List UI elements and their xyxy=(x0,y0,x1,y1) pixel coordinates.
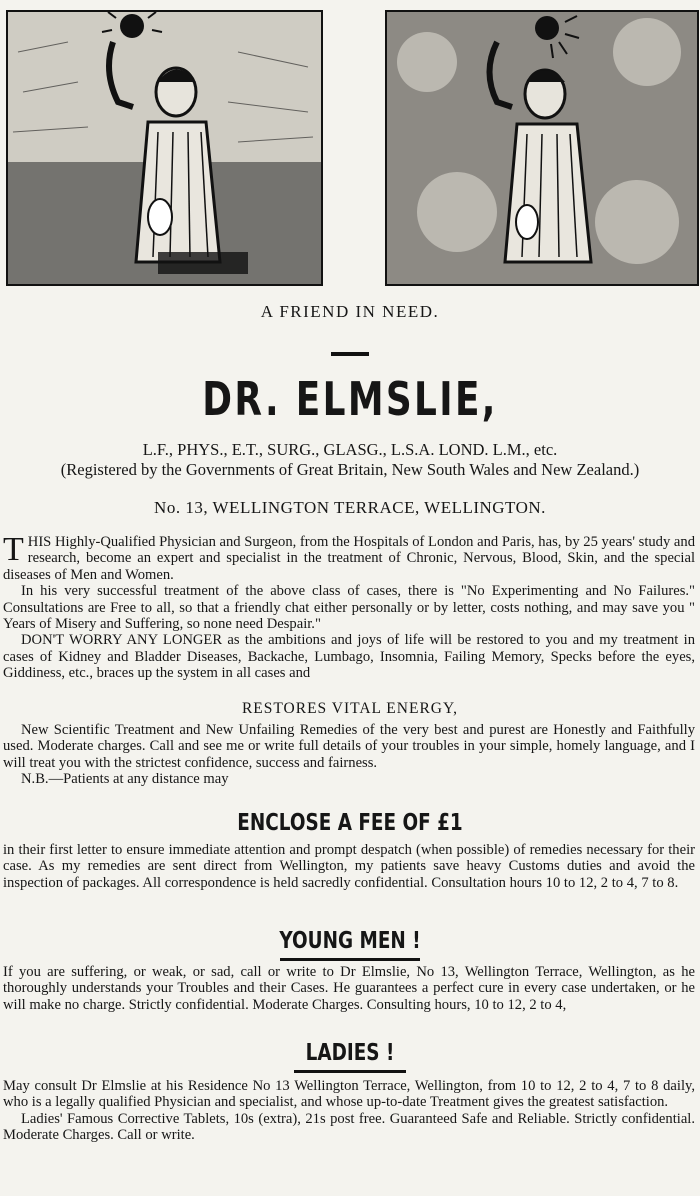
fee-section xyxy=(3,842,695,891)
ladies-section xyxy=(3,1078,695,1144)
woman-with-sun-image xyxy=(8,12,321,284)
woman-with-sun-image xyxy=(387,12,697,284)
qualifications: L.F., PHYS., E.T., SURG., GLASG., L.S.A. LOND. L.M., etc. xyxy=(142,440,558,459)
divider xyxy=(331,352,369,356)
young-men-paragraph: If you are suffering, or weak, or sad, call or write to Dr Elmslie, No 13, Wellington Terrace, Wellington, as he thoroughly understands your Troubles and their Cases. He guarantees a perfect cure in every case undertaken, or he will make no charge. Strictly confidential. Moderate Charges. Consulting hours, 10 to 12, 2 to 4, xyxy=(3,964,695,1013)
treatment-section xyxy=(3,722,695,788)
intro-section xyxy=(3,531,695,682)
intro-paragraph-1: HIS Highly-Qualified Physician and Surgeon, from the Hospitals of London and Paris, has, by 25 years' study and research, become an expert and specialist in the treatment of Chronic, Nervous, Blood, Skin, and the special diseases of Men and Women. xyxy=(3,534,695,583)
drop-cap: T xyxy=(3,531,24,568)
ladies-paragraph-2: Ladies' Famous Corrective Tablets, 10s (extra), 21s post free. Guaranteed Safe and Reliable. Strictly confidential. Moderate Charges. Call or write. xyxy=(3,1110,695,1144)
fee-paragraph: in their first letter to ensure immediate attention and prompt despatch (when possible) of remedies necessary for their case. As my remedies are sent direct from Wellington, my patients save heavy Customs duties and avoid the inspection of packages. All correspondence is held sacredly confidential. Consultation hours 10 to 12, 2 to 4, 7 to 8. xyxy=(3,842,695,891)
treatment-paragraph: New Scientific Treatment and New Unfailing Remedies of the very best and purest are Honestly and Faithfully used. Moderate charges. Call and see me or write full details of your troubles in your simple, homely language, and I will treat you with the strictest confidence, success and fairness. xyxy=(3,722,695,771)
doctor-name: DR. ELMSLIE, xyxy=(202,372,498,426)
illustration-right xyxy=(385,10,699,286)
divider xyxy=(280,958,420,961)
intro-paragraph-2: In his very successful treatment of the above class of cases, there is "No Experimenting and No Failures." Consultations are Free to all, so that a friendly chat either personally or by letter, costs nothing, and may save you " Years of Misery and Suffering, so none need Despair." xyxy=(3,583,695,633)
young-men-heading: YOUNG MEN ! xyxy=(279,928,421,954)
tagline: A FRIEND IN NEED. xyxy=(260,302,440,321)
illustration-left xyxy=(6,10,323,286)
ladies-heading: LADIES ! xyxy=(305,1040,395,1066)
registration: (Registered by the Governments of Great Britain, New South Wales and New Zealand.) xyxy=(60,460,640,479)
intro-paragraph-3: DON'T WORRY ANY LONGER as the ambitions and joys of life will be restored to you and my treatment in cases of Kidney and Bladder Diseases, Backache, Lumbago, Insomnia, Failing Memory, Specks before the eyes, Giddiness, etc., braces up the system in all cases and xyxy=(3,632,695,682)
restores-heading: RESTORES VITAL ENERGY, xyxy=(241,700,459,717)
nb-paragraph: N.B.—Patients at any distance may xyxy=(21,771,229,788)
young-men-section xyxy=(3,964,695,1013)
fee-heading: ENCLOSE A FEE OF £1 xyxy=(237,810,463,836)
address: No. 13, WELLINGTON TERRACE, WELLINGTON. xyxy=(154,498,546,517)
divider xyxy=(294,1070,406,1073)
ladies-paragraph-1: May consult Dr Elmslie at his Residence No 13 Wellington Terrace, Wellington, from 10 to 12, 2 to 4, 7 to 8 daily, who is a legally qualified Physician and specialist, and whose up-to-date Treatment gives the greatest satisfaction. xyxy=(3,1078,695,1111)
